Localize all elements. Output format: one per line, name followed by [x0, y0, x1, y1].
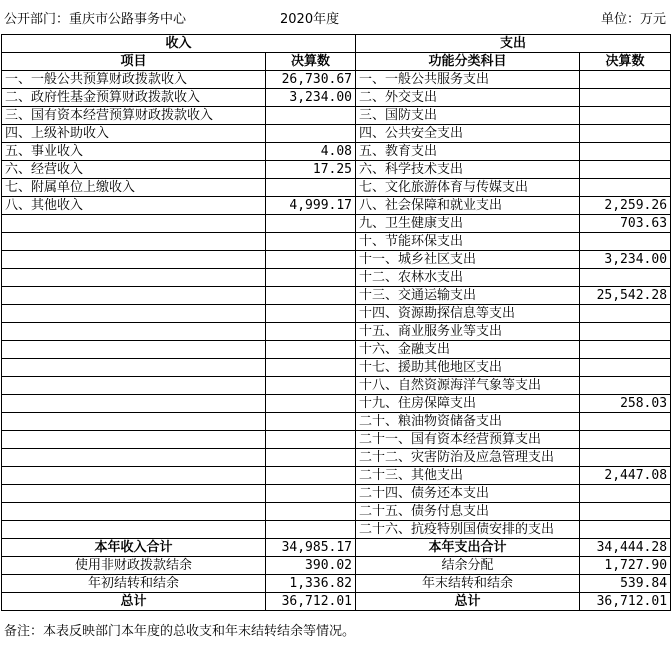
- table-row: [2, 431, 671, 449]
- income-item: [2, 431, 266, 449]
- summary-income-amount: 34,985.17: [266, 539, 356, 557]
- table-row: [2, 287, 671, 305]
- footnote: 备注：本表反映部门本年度的总收支和年末结转结余等情况。: [4, 624, 356, 639]
- income-amount: [266, 467, 356, 485]
- expense-item: 十六、金融支出: [356, 341, 580, 359]
- income-item: 六、经营收入: [2, 161, 266, 179]
- table-row: [2, 449, 671, 467]
- unit-label: 单位：万元: [600, 12, 666, 27]
- section-header-row: [2, 35, 671, 53]
- expense-item: 十、节能环保支出: [356, 233, 580, 251]
- expense-item: 十三、交通运输支出: [356, 287, 580, 305]
- income-amount: [266, 395, 356, 413]
- summary-row: [2, 593, 671, 611]
- expense-amount: [580, 89, 671, 107]
- expense-item: 十二、农林水支出: [356, 269, 580, 287]
- income-amount: [266, 431, 356, 449]
- income-amount: [266, 215, 356, 233]
- summary-expense-label: 本年支出合计: [356, 539, 580, 557]
- col-header-amount-expense: 决算数: [580, 53, 671, 71]
- expense-item: 三、国防支出: [356, 107, 580, 125]
- income-item: [2, 251, 266, 269]
- expense-item: 一、一般公共服务支出: [356, 71, 580, 89]
- expense-item: 七、文化旅游体育与传媒支出: [356, 179, 580, 197]
- table-row: [2, 125, 671, 143]
- expense-item: 十八、自然资源海洋气象等支出: [356, 377, 580, 395]
- expense-amount: [580, 71, 671, 89]
- expense-amount: [580, 521, 671, 539]
- income-item: 八、其他收入: [2, 197, 266, 215]
- income-amount: [266, 233, 356, 251]
- table-row: [2, 413, 671, 431]
- expense-amount: [580, 179, 671, 197]
- table-row: [2, 269, 671, 287]
- income-amount: [266, 359, 356, 377]
- expense-amount: 2,259.26: [580, 197, 671, 215]
- col-header-item: 项目: [2, 53, 266, 71]
- fiscal-year: 2020年度: [280, 12, 340, 27]
- income-item: [2, 287, 266, 305]
- summary-row: [2, 539, 671, 557]
- income-amount: [266, 521, 356, 539]
- summary-expense-amount: 1,727.90: [580, 557, 671, 575]
- expense-section-title: 支出: [356, 35, 671, 53]
- expense-amount: 3,234.00: [580, 251, 671, 269]
- table-row: [2, 341, 671, 359]
- expense-amount: [580, 107, 671, 125]
- expense-amount: [580, 161, 671, 179]
- expense-amount: [580, 413, 671, 431]
- income-item: [2, 323, 266, 341]
- table-row: [2, 395, 671, 413]
- summary-expense-amount: 36,712.01: [580, 593, 671, 611]
- income-amount: [266, 341, 356, 359]
- col-header-function: 功能分类科目: [356, 53, 580, 71]
- income-item: [2, 449, 266, 467]
- income-item: [2, 359, 266, 377]
- expense-item: 二十一、国有资本经营预算支出: [356, 431, 580, 449]
- income-amount: [266, 449, 356, 467]
- income-item: [2, 521, 266, 539]
- expense-amount: 2,447.08: [580, 467, 671, 485]
- expense-amount: [580, 143, 671, 161]
- expense-item: 二、外交支出: [356, 89, 580, 107]
- income-item: [2, 395, 266, 413]
- income-section-title: 收入: [2, 35, 356, 53]
- income-amount: [266, 269, 356, 287]
- summary-row: [2, 575, 671, 593]
- expense-item: 二十五、债务付息支出: [356, 503, 580, 521]
- table-row: [2, 323, 671, 341]
- expense-amount: [580, 125, 671, 143]
- income-amount: [266, 287, 356, 305]
- expense-item: 二十四、债务还本支出: [356, 485, 580, 503]
- income-item: [2, 233, 266, 251]
- income-item: [2, 413, 266, 431]
- expense-item: 九、卫生健康支出: [356, 215, 580, 233]
- income-amount: [266, 251, 356, 269]
- expense-item: 二十、粮油物资储备支出: [356, 413, 580, 431]
- income-item: [2, 215, 266, 233]
- summary-income-amount: 390.02: [266, 557, 356, 575]
- table-row: [2, 485, 671, 503]
- col-header-amount-income: 决算数: [266, 53, 356, 71]
- income-amount: 3,234.00: [266, 89, 356, 107]
- income-amount: [266, 413, 356, 431]
- expense-amount: [580, 359, 671, 377]
- summary-income-amount: 1,336.82: [266, 575, 356, 593]
- table-row: [2, 521, 671, 539]
- expense-item: 十一、城乡社区支出: [356, 251, 580, 269]
- income-amount: [266, 107, 356, 125]
- table-row: [2, 71, 671, 89]
- table-row: [2, 503, 671, 521]
- summary-expense-label: 总计: [356, 593, 580, 611]
- table-row: [2, 143, 671, 161]
- income-item: 一、一般公共预算财政拨款收入: [2, 71, 266, 89]
- table-row: [2, 359, 671, 377]
- income-amount: 4.08: [266, 143, 356, 161]
- expense-amount: 258.03: [580, 395, 671, 413]
- income-amount: [266, 125, 356, 143]
- table-row: [2, 197, 671, 215]
- income-item: 四、上级补助收入: [2, 125, 266, 143]
- expense-item: 八、社会保障和就业支出: [356, 197, 580, 215]
- income-amount: 26,730.67: [266, 71, 356, 89]
- summary-expense-amount: 34,444.28: [580, 539, 671, 557]
- department-label: 公开部门：重庆市公路事务中心: [4, 12, 187, 27]
- income-item: [2, 467, 266, 485]
- income-amount: [266, 377, 356, 395]
- expense-item: 十七、援助其他地区支出: [356, 359, 580, 377]
- expense-amount: 25,542.28: [580, 287, 671, 305]
- expense-amount: [580, 503, 671, 521]
- summary-income-label: 使用非财政拨款结余: [2, 557, 266, 575]
- summary-expense-label: 结余分配: [356, 557, 580, 575]
- income-item: [2, 485, 266, 503]
- income-item: [2, 341, 266, 359]
- summary-expense-amount: 539.84: [580, 575, 671, 593]
- summary-expense-label: 年末结转和结余: [356, 575, 580, 593]
- expense-amount: [580, 269, 671, 287]
- income-item: 五、事业收入: [2, 143, 266, 161]
- income-item: [2, 377, 266, 395]
- income-item: 二、政府性基金预算财政拨款收入: [2, 89, 266, 107]
- expense-amount: 703.63: [580, 215, 671, 233]
- income-amount: [266, 179, 356, 197]
- expense-amount: [580, 449, 671, 467]
- expense-item: 二十六、抗疫特别国债安排的支出: [356, 521, 580, 539]
- expense-item: 六、科学技术支出: [356, 161, 580, 179]
- table-row: [2, 215, 671, 233]
- expense-item: 十四、资源勘探信息等支出: [356, 305, 580, 323]
- expense-amount: [580, 431, 671, 449]
- expense-amount: [580, 341, 671, 359]
- income-amount: [266, 503, 356, 521]
- expense-item: 二十二、灾害防治及应急管理支出: [356, 449, 580, 467]
- summary-income-amount: 36,712.01: [266, 593, 356, 611]
- expense-amount: [580, 377, 671, 395]
- income-item: [2, 503, 266, 521]
- income-expense-table: [1, 34, 671, 611]
- column-header-row: [2, 53, 671, 71]
- expense-item: 五、教育支出: [356, 143, 580, 161]
- table-row: [2, 467, 671, 485]
- summary-income-label: 年初结转和结余: [2, 575, 266, 593]
- table-row: [2, 161, 671, 179]
- table-row: [2, 107, 671, 125]
- summary-income-label: 本年收入合计: [2, 539, 266, 557]
- table-row: [2, 89, 671, 107]
- table-row: [2, 377, 671, 395]
- table-row: [2, 179, 671, 197]
- income-amount: [266, 305, 356, 323]
- income-amount: [266, 485, 356, 503]
- expense-item: 二十三、其他支出: [356, 467, 580, 485]
- income-item: 三、国有资本经营预算财政拨款收入: [2, 107, 266, 125]
- expense-item: 十五、商业服务业等支出: [356, 323, 580, 341]
- table-row: [2, 305, 671, 323]
- income-item: 七、附属单位上缴收入: [2, 179, 266, 197]
- income-amount: [266, 323, 356, 341]
- table-row: [2, 233, 671, 251]
- expense-amount: [580, 305, 671, 323]
- income-amount: 4,999.17: [266, 197, 356, 215]
- income-amount: 17.25: [266, 161, 356, 179]
- summary-row: [2, 557, 671, 575]
- expense-amount: [580, 323, 671, 341]
- expense-item: 十九、住房保障支出: [356, 395, 580, 413]
- table-row: [2, 251, 671, 269]
- summary-income-label: 总计: [2, 593, 266, 611]
- expense-amount: [580, 233, 671, 251]
- income-item: [2, 305, 266, 323]
- expense-amount: [580, 485, 671, 503]
- expense-item: 四、公共安全支出: [356, 125, 580, 143]
- income-item: [2, 269, 266, 287]
